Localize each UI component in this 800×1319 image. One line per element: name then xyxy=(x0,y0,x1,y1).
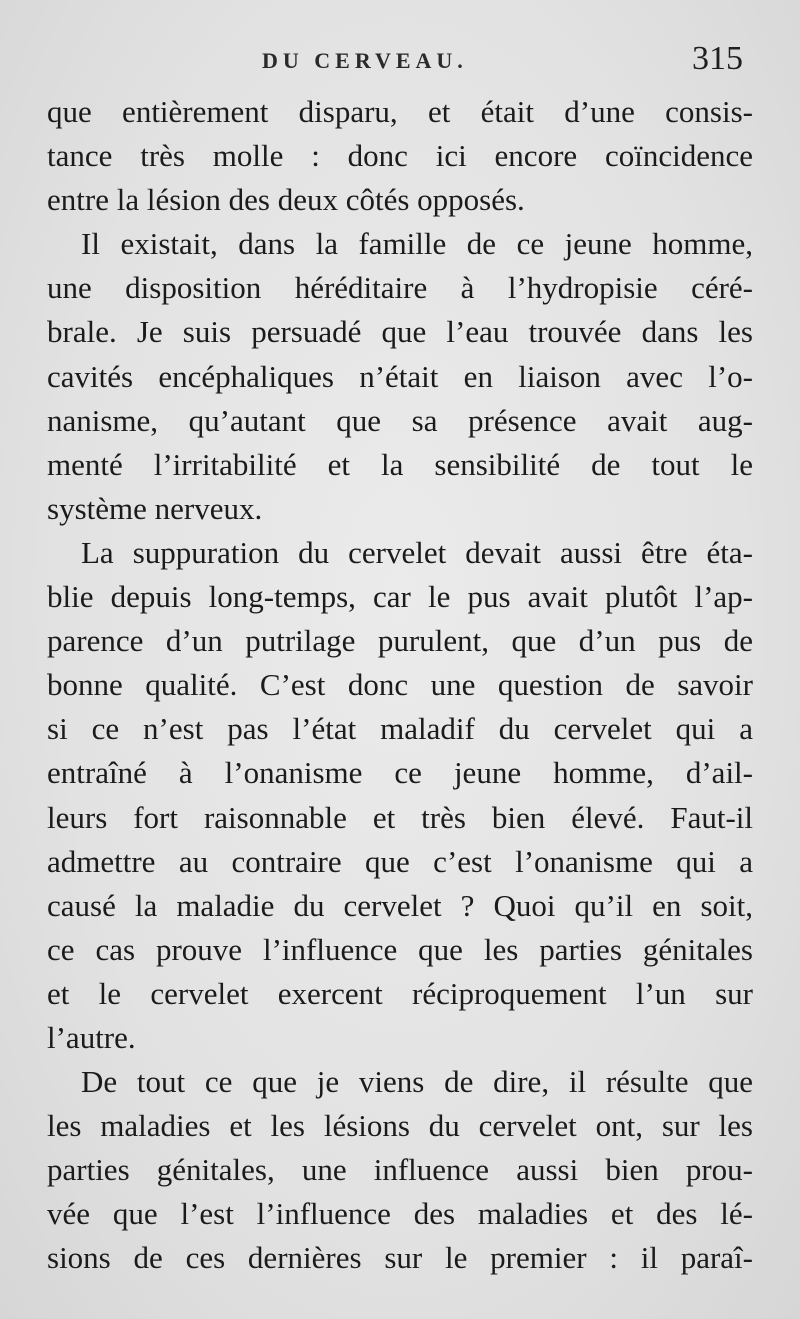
text-line: les maladies et les lésions du cervelet ont, sur les xyxy=(47,1108,753,1144)
page-number: 315 xyxy=(692,40,743,77)
text-line: tance très molle : donc ici encore coïncidence xyxy=(47,138,753,174)
text-line: brale. Je suis persuadé que l’eau trouvée dans les xyxy=(47,314,753,350)
text-line: vée que l’est l’influence des maladies et des lé- xyxy=(47,1196,753,1232)
text-line: système nerveux. xyxy=(47,490,263,526)
text-line: si ce n’est pas l’état maladif du cervelet qui a xyxy=(47,711,753,747)
page-header xyxy=(0,40,800,84)
paragraph-first-line: Il existait, dans la famille de ce jeune homme, xyxy=(81,226,753,262)
text-line: causé la maladie du cervelet ? Quoi qu’il en soit, xyxy=(47,887,753,923)
text-line: leurs fort raisonnable et très bien élevé. Faut-il xyxy=(47,799,753,835)
text-line: et le cervelet exercent réciproquement l’un sur xyxy=(47,975,753,1011)
paragraph-first-line: De tout ce que je viens de dire, il résulte que xyxy=(81,1064,753,1100)
running-head: DU CERVEAU. xyxy=(262,48,468,73)
text-line: l’autre. xyxy=(47,1019,136,1055)
text-line: une disposition héréditaire à l’hydropisie céré- xyxy=(47,270,753,306)
text-line: blie depuis long-temps, car le pus avait plutôt l’ap- xyxy=(47,579,753,615)
text-line: menté l’irritabilité et la sensibilité de tout le xyxy=(47,446,753,482)
text-line: sions de ces dernières sur le premier : il paraî- xyxy=(47,1240,753,1276)
text-line: entre la lésion des deux côtés opposés. xyxy=(47,182,525,218)
text-line: admettre au contraire que c’est l’onanisme qui a xyxy=(47,843,753,879)
text-line: parence d’un putrilage purulent, que d’un pus de xyxy=(47,623,753,659)
text-line: que entièrement disparu, et était d’une consis- xyxy=(47,94,753,129)
text-line: parties génitales, une influence aussi bien prou- xyxy=(47,1152,753,1188)
body-text xyxy=(47,90,753,1281)
text-line: entraîné à l’onanisme ce jeune homme, d’ail- xyxy=(47,755,753,791)
text-line: ce cas prouve l’influence que les parties génitales xyxy=(47,931,753,967)
text-line: cavités encéphaliques n’était en liaison avec l’o- xyxy=(47,358,753,394)
text-line: nanisme, qu’autant que sa présence avait aug- xyxy=(47,402,753,438)
paragraph-first-line: La suppuration du cervelet devait aussi être éta- xyxy=(81,534,753,570)
text-line: bonne qualité. C’est donc une question de savoir xyxy=(47,667,753,703)
